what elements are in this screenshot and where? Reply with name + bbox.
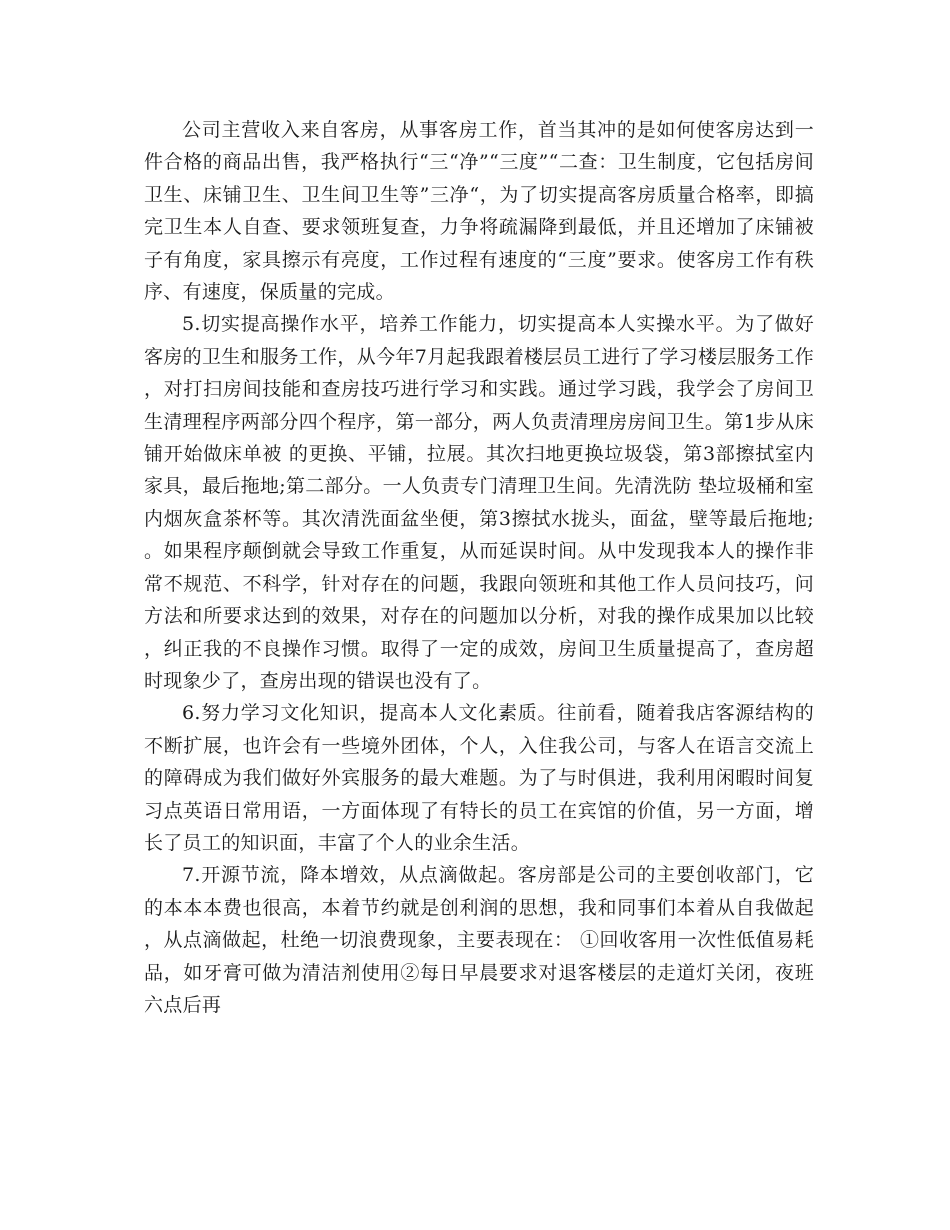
- paragraph-item-5-operation-skills: 5.切实提高操作水平，培养工作能力，切实提高本人实操水平。为了做好客房的卫生和服务工作，从今年7月起我跟着楼层员工进行了学习楼层服务工作，对打扫房间技能和查房技巧进行学习和实践。通过学习践，我学会了房间卫生清理程序两部分四个程序，第一部分，两人负责清理房房间卫生。第1步从床铺开始做床单被 的更换、平铺，拉展。其次扫地更换垃圾袋，第3部擦拭室内家具，最后拖地;第二部分。一人负责专门清理卫生间。先清洗防 垫垃圾桶和室内烟灰盒茶杯等。其次清洗面盆坐便，第3擦拭水拢头，面盆，壁等最后拖地;。如果程序颠倒就会导致工作重复，从而延误时间。从中发现我本人的操作非常不规范、不科学，针对存在的问题，我跟向领班和其他工作人员问技巧，问方法和所要求达到的效果，对存在的问题加以分析，对我的操作成果加以比较，纠正我的不良操作习惯。取得了一定的成效，房间卫生质量提高了，查房超时现象少了，查房出现的错误也没有了。: [144, 313, 814, 692]
- paragraph-item-7-cost-saving: 7.开源节流，降本增效，从点滴做起。客房部是公司的主要创收部门，它的本本本费也很高，本着节约就是创利润的思想，我和同事们本着从自我做起，从点滴做起，杜绝一切浪费现象，主要表现在： ①回收客用一次性低值易耗品，如牙膏可做为清洁剂使用②每日早晨要求对退客楼层的走道灯关闭，夜班六点后再: [144, 864, 814, 1016]
- paragraph-housekeeping-standards: 公司主营收入来自客房，从事客房工作，首当其冲的是如何使客房达到一件合格的商品出售，我严格执行“三“净”“三度”“二查：卫生制度，它包括房间卫生、床铺卫生、卫生间卫生等”三净“，为了切实提高客房质量合格率，即搞完卫生本人自查、要求领班复查，力争将疏漏降到最低，并且还增加了床铺被子有角度，家具擦示有亮度，工作过程有速度的“三度”要求。使客房工作有秩序、有速度，保质量的完成。: [144, 119, 814, 304]
- document-body: [144, 114, 814, 1021]
- paragraph-item-6-cultural-knowledge: 6.努力学习文化知识，提高本人文化素质。往前看，随着我店客源结构的不断扩展，也许会有一些境外团体，个人，入住我公司，与客人在语言交流上的障碍成为我们做好外宾服务的最大难题。为了与时俱进，我利用闲暇时间复习点英语日常用语，一方面体现了有特长的员工在宾馆的价值，另一方面，增长了员工的知识面，丰富了个人的业余生活。: [144, 702, 814, 854]
